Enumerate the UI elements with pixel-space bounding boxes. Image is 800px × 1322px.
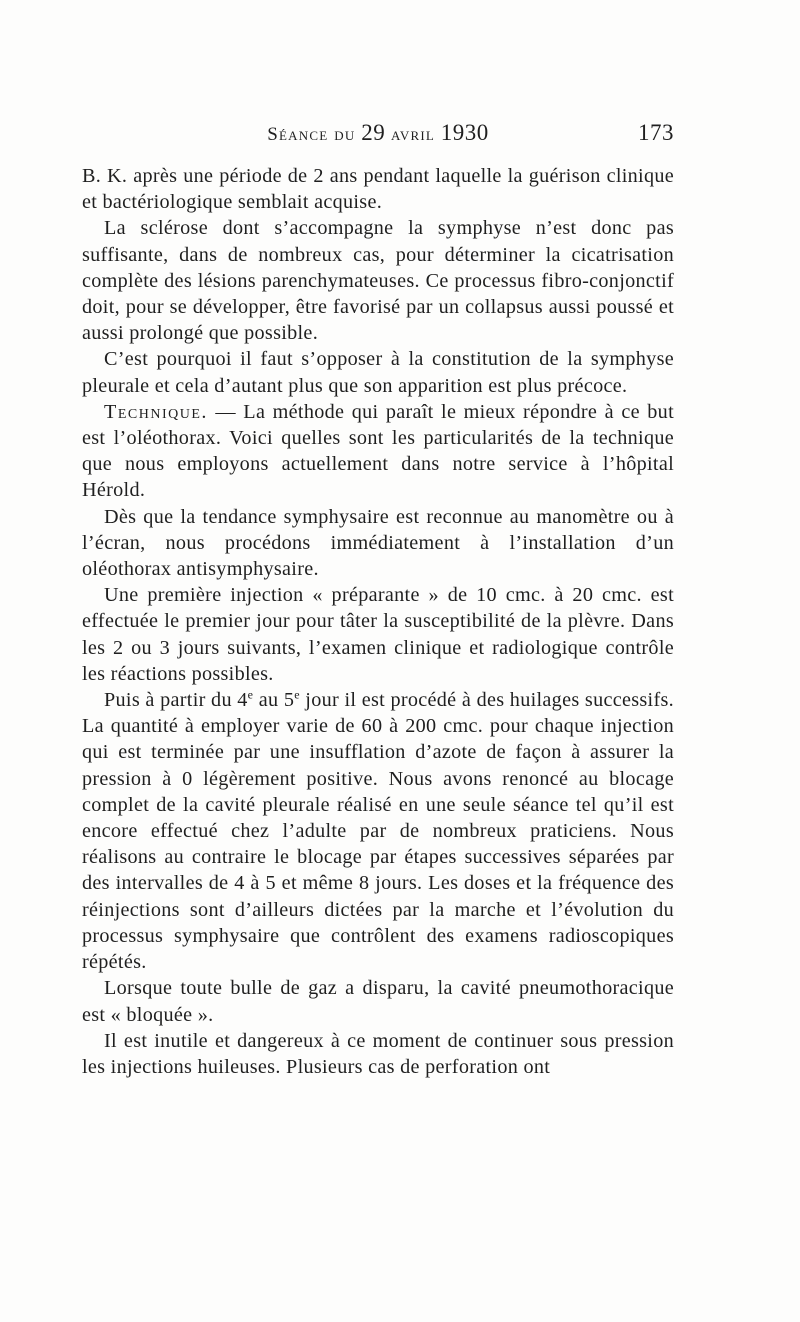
superscript-e-2: e bbox=[294, 687, 300, 702]
running-head-year: 1930 bbox=[440, 120, 489, 145]
paragraph-symphyse: C’est pourquoi il faut s’opposer à la constitution de la symphyse pleurale et cela d’autant plus que son apparition est plus précoce. bbox=[82, 348, 674, 397]
paragraph-premiere-injection: Une première injection « préparante » de 10 cmc. à 20 cmc. est effectuée le premier jour pour tâter la susceptibilité de la plèvre. Dans les 2 ou 3 jours suivants, l’examen clinique et radiologique contrôle les réactions possibles. bbox=[82, 584, 674, 685]
page-header bbox=[82, 120, 674, 154]
paragraph-inutile: Il est inutile et dangereux à ce moment de continuer sous pression les injections huileuses. Plusieurs cas de perforation ont bbox=[82, 1029, 674, 1078]
technique-text: — La méthode qui paraît le mieux répondre à ce but est l’oléothorax. Voici quelles sont les particularités de la technique que nous employons actuellement dans notre service à l’hôpital Hérold. bbox=[82, 400, 674, 502]
huilages-text-c: jour il est procédé à des huilages successifs. La quantité à employer varie de 60 à 200 cmc. pour chaque injection qui est terminée par une insufflation d’azote de façon à assurer la pression à 0 légèrement positive. Nous avons renoncé au blocage complet de la cavité pleurale réalisé en une seule séance tel qu’il est encore effectué chez l’adulte par de nombreux praticiens. Nous réalisons au contraire le blocage par étapes successives séparées par des intervalles de 4 à 5 et même 8 jours. Les doses et la fréquence des réinjections sont d’ailleurs dictées par la marche et l’évolution du processus symphysaire que contrôlent des examens radioscopiques répétés. bbox=[82, 689, 674, 974]
paragraph-bulle: Lorsque toute bulle de gaz a disparu, la cavité pneumothoracique est « bloquée ». bbox=[82, 977, 674, 1026]
paragraph-technique bbox=[82, 399, 674, 504]
superscript-e-1: e bbox=[247, 687, 254, 702]
paragraph-huilages bbox=[82, 687, 674, 975]
running-head bbox=[82, 120, 674, 146]
page-number: 173 bbox=[638, 120, 674, 145]
paragraph-continuation: B. K. après une période de 2 ans pendant laquelle la guérison clinique et bactériologique semblait acquise. bbox=[82, 165, 674, 214]
paragraph-sclerose: La sclérose dont s’accompagne la symphyse n’est donc pas suffisante, dans de nombreux cas, pour déterminer la cicatrisation complète des lésions parenchymateuses. Ce processus fibro-conjonctif doit, pour se développer, être favorisé par un collapsus aussi poussé et aussi prolongé que possible. bbox=[82, 217, 674, 345]
running-head-day: 29 bbox=[361, 120, 386, 145]
huilages-text-a: Puis à partir du 4 bbox=[104, 689, 248, 712]
running-head-month: avril bbox=[390, 124, 436, 145]
paragraph-tendance: Dès que la tendance symphysaire est reconnue au manomètre ou à l’écran, nous procédons immédiatement à l’installation d’un oléothorax antisymphysaire. bbox=[82, 505, 674, 581]
running-head-seance: Séance du bbox=[267, 124, 356, 145]
body-text bbox=[82, 163, 674, 1080]
technique-heading: Technique. bbox=[104, 400, 208, 423]
huilages-text-b: au 5 bbox=[253, 689, 295, 712]
